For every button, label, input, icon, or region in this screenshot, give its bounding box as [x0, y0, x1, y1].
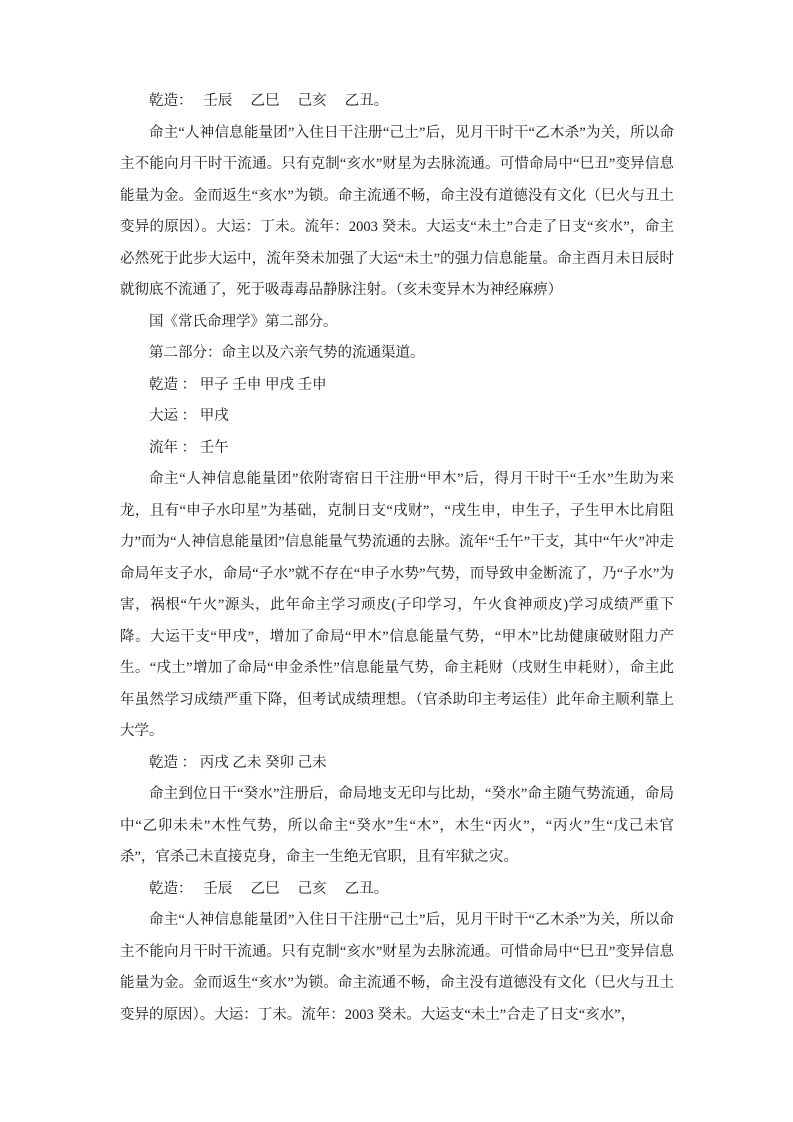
analysis-paragraph-2: 命主“人神信息能量团”依附寄宿日干注册“甲木”后，得月干时干“壬水”生助为来龙，且有“申子水印星”为基础，克制日支“戌财”，“戌生申，申生子，子生甲木比肩阻力”而为“人神信息能量团”信息能量气势流通的去脉。流年“壬午”干支，其中“午火”冲走命局年支子水，命局“子水”就不存在“申子水势”气势，而导致申金断流了，乃“子水”为害，祸根“午火”源头，此年命主学习顽皮(子印学习，午火食神顽皮)学习成绩严重下降。大运干支“甲戌”，增加了命局“甲木”信息能量气势，“甲木”比劫健康破财阻力产生。“戌土”增加了命局“申金杀性”信息能量气势，命主耗财（戌财生申耗财），命主此年虽然学习成绩严重下降，但考试成绩理想。（官杀助印主考运佳）此年命主顺利靠上大学。: [120, 471, 674, 739]
book-title-line: 国《常氏命理学》第二部分。: [149, 313, 338, 330]
section-heading: 第二部分：命主以及六亲气势的流通渠道。: [149, 345, 425, 361]
bazi-chart-line-3: 乾造 ： 丙戌 乙未 癸卯 己未: [149, 754, 327, 771]
analysis-paragraph-3: 命主到位日干“癸水”注册后，命局地支无印与比劫，“癸水”命主随气势流通，命局中“乙卯未未”木性气势，所以命主“癸水”生“木”，木生“丙火”，“丙火”生“戊己未官杀”，官杀己未直接克身，命主一生绝无官职，且有牢狱之灾。: [120, 786, 674, 865]
liunian-line: 流年 ： 壬午: [149, 439, 229, 456]
text-block: [120, 86, 674, 1031]
analysis-paragraph-1: 命主“人神信息能量团”入住日干注册“己土”后，见月干时干“乙木杀”为关，所以命主不能向月干时干流通。只有克制“亥水”财星为去脉流通。可惜命局中“巳丑”变异信息能量为金。金而返生“亥水”为锁。命主流通不畅，命主没有道德没有文化（巳火与丑土变异的原因）。大运：丁未。流年：2003 癸未。大运支“未土”合走了日支“亥水”，命主必然死于此步大运中，流年癸未加强了大运“未土”的强力信息能量。命主酉月未日辰时就彻底不流通了，死于吸毒毒品静脉注射。（亥未变异木为神经麻痹）: [120, 124, 674, 298]
bazi-chart-line-1: 乾造： 壬辰 乙巳 己亥 乙丑。: [149, 93, 389, 109]
bazi-chart-line-4: 乾造： 壬辰 乙巳 己亥 乙丑。: [149, 880, 389, 897]
dayun-line: 大运 ： 甲戌: [149, 408, 229, 424]
analysis-paragraph-4: 命主“人神信息能量团”入住日干注册“己土”后，见月干时干“乙木杀”为关，所以命主不能向月干时干流通。只有克制“亥水”财星为去脉流通。可惜命局中“巳丑”变异信息能量为金。金而返生“亥水”为锁。命主流通不畅，命主没有道德没有文化（巳火与丑土变异的原因）。大运：丁未。流年：2003 癸未。大运支“未土”合走了日支“亥水”，: [120, 912, 674, 1023]
bazi-chart-line-2: 乾造 ： 甲子 壬申 甲戌 壬申: [149, 376, 327, 393]
